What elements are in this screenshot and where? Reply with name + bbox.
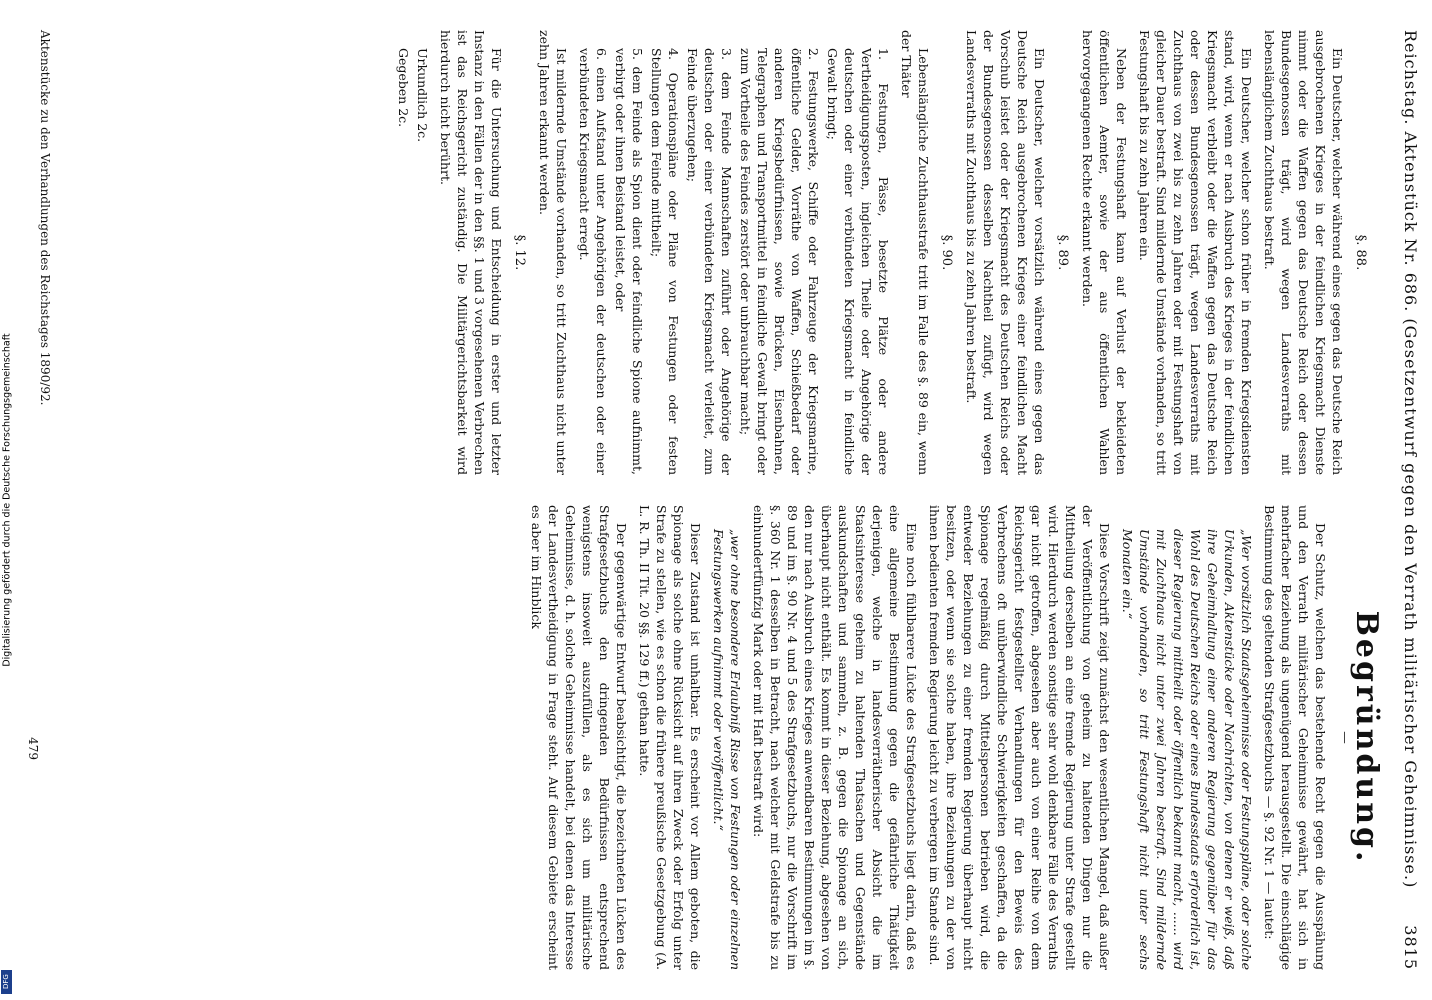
closing-line-1: Urkundlich 2c. bbox=[415, 48, 430, 143]
list-item: 3. dem Feinde Mannschaften zuführt oder Angehörige der deutschen oder einer verbündeten Kriegsmacht verleitet, zum Feinde überzugehen; bbox=[685, 48, 734, 475]
main-heading: Begründung. bbox=[1349, 610, 1384, 865]
section-88-para-2: Ein Deutscher, welcher schon früher in fremden Kriegsdiensten stand, wird, wenn er nach Ausbruch des Krieges in der feindlichen Kriegsmacht verbleibt oder die Waffen gegen das Deutsche Reich oder dessen Bundesgenossen trägt, wegen Landesverraths mit Zuchthaus von zwei bis zu zehn Jahren oder mit Festungshaft von gleicher Dauer bestraft. Sind mildernde Umstände vorhanden, so tritt Festungshaft bis zu zehn Jahren ein. bbox=[1137, 30, 1254, 475]
digitization-notice: Digitalisierung gefördert durch die Deutsche Forschungsgemeinschaft bbox=[1, 333, 13, 667]
section-89-title: §. 89. bbox=[1055, 234, 1070, 271]
section-12-para-1: Für die Untersuchung und Entscheidung in erster und letzter Instanz in den Fällen der in den §§. 1 und 3 vorgesehenen Verbrechen ist das Reichsgericht zuständig. Die Militärgerichtsbarkeit wird hierdurch nicht berührt. bbox=[438, 30, 504, 475]
running-head bbox=[1392, 30, 1420, 970]
section-88-para-1: Ein Deutscher, welcher während eines gegen das Deutsche Reich ausgebrochenen Krieges in der feindlichen Kriegsmacht Dienste nimmt oder die Waffen gegen das Deutsche Reich oder dessen Bundesgenossen trägt, wird wegen Landesverraths mit lebenslänglichem Zuchthaus bestraft. bbox=[1262, 30, 1345, 475]
quoted-statute-2: „wer ohne besondere Erlaubniß Risse von Festungen oder einzelnen Festungswerken aufnimmt oder veröffentlicht.“ bbox=[711, 529, 743, 970]
heading-separator: — bbox=[1338, 731, 1353, 744]
section-90-intro: Lebenslängliche Zuchthausstrafe tritt im Falle des §. 89 ein, wenn der Thäter bbox=[899, 30, 931, 475]
section-89-para-1: Ein Deutscher, welcher vorsätzlich während eines gegen das Deutsche Reich ausgebrochenen Krieges einer feindlichen Macht Vorschub leistet oder der Kriegsmacht des Deutschen Reichs oder der Bundesgenossen desselben Nachtheil zufügt, wird wegen Landesverraths mit Zuchthaus bis zu zehn Jahren bestraft. bbox=[964, 30, 1047, 475]
rationale-para-4: Dieser Zustand ist unhaltbar. Es erscheint vor Allem geboten, die Spionage als solche ohne Rücksicht auf ihren Zweck oder Erfolg unter Strafe zu stellen, wie es schon die frühere preußische Gesetzgebung (A. L. R. Th. II Tit. 20 §§. 129 ff.) gethan hatte. bbox=[637, 505, 703, 970]
section-12-title: §. 12. bbox=[512, 234, 527, 271]
dfg-logo-icon: DFG bbox=[1, 970, 12, 994]
page-number: 479 bbox=[26, 737, 40, 760]
closing-line-2: Gegeben 2c. bbox=[396, 48, 411, 128]
list-item: 5. dem Feinde als Spion dient oder feindliche Spione aufnimmt, verbirgt oder ihnen Beistand leistet, oder bbox=[613, 48, 645, 475]
section-90-para-2: Ist mildernde Umstände vorhanden, so tritt Zuchthaus nicht unter zehn Jahren erkannt werden. bbox=[537, 30, 569, 475]
rationale-para-5: Der gegenwärtige Entwurf beabsichtigt, die bezeichneten Lücken des Strafgesetzbuchs den dringenden Bedürfnissen entsprechend wenigstens insoweit auszufüllen, als es sich um militärische Geheimnisse, d. h. solche Geheimnisse handelt, bei denen das Interesse der Landesvertheidigung in Frage steht. Auf diesem Gebiete erscheint es aber im Hinblick bbox=[529, 505, 629, 970]
section-88-title: §. 88. bbox=[1353, 234, 1368, 271]
footer-note: Aktenstücke zu den Verhandlungen des Reichstages 1890/92. bbox=[38, 30, 52, 406]
rationale-para-2: Diese Vorschrift zeigt zunächst den wesentlichen Mangel, daß außer der Veröffentlichung von geheim zu haltenden Dingen nur die Mittheilung derselben an eine fremde Regierung unter Strafe gestellt wird. Hierdurch werden sonstige sehr wohl denkbare Fälle des Verraths gar nicht getroffen, abgesehen aber auch von einer Reihe von dem Reichsgericht festgestellter Verhandlungen für den Beweis des Verbrechens oft unüberwindliche Schwierigkeiten geschaffen, da die Spionage regelmäßig durch Mittelspersonen betrieben wird, die entweder Beziehungen zu einer fremden Regierung überhaupt nicht besitzen, oder wenn sie solche haben, ihre Beziehungen zu der von ihnen bedienten fremden Regierung leicht zu verbergen im Stande sind. bbox=[927, 505, 1112, 970]
list-item: 4. Operationspläne oder Pläne von Festungen oder festen Stellungen dem Feinde mittheilt; bbox=[649, 48, 681, 475]
section-90-title: §. 90. bbox=[939, 234, 954, 271]
list-item: 1. Festungen, Pässe, besetzte Plätze oder andere Vertheidigungsposten, ingleichen Theile oder Angehörige der deutschen oder einer verbündeten Kriegsmacht in feindliche Gewalt bringt; bbox=[825, 48, 891, 475]
list-item: 2. Festungswerke, Schiffe oder Fahrzeuge der Kriegsmarine, öffentliche Gelder, Vorräthe von Waffen, Schießbedarf oder anderen Kriegsbedürfnissen, sowie Brücken, Eisenbahnen, Telegraphen und Transportmittel in feindliche Gewalt bringt oder zum Vortheile des Feindes zerstört oder unbrauchbar macht; bbox=[738, 48, 821, 475]
running-head-title: Reichstag. Aktenstück Nr. 686. (Gesetzentwurf gegen den Verrath militärischer Geheimnisse.) bbox=[1401, 30, 1420, 889]
right-column bbox=[522, 505, 1384, 970]
quoted-statute: „Wer vorsätzlich Staatsgeheimnisse oder Festungspläne, oder solche Urkunden, Aktenstücke oder Nachrichten, von denen er weiß, daß ihre Geheimhaltung einer anderen Regierung gegenüber für das Wohl des Deutschen Reichs oder eines Bundesstaats erforderlich ist, dieser Regierung mittheilt oder öffentlich bekannt macht, ...... wird mit Zuchthaus nicht unter zwei Jahren bestraft. Sind mildernde Umstände vorhanden, so tritt Festungshaft nicht unter sechs Monaten ein.“ bbox=[1120, 529, 1254, 970]
list-item: 6. einen Aufstand unter Angehörigen der deutschen oder einer verbündeten Kriegsmacht erregt. bbox=[577, 48, 609, 475]
running-head-page-no: 3815 bbox=[1401, 925, 1420, 970]
rationale-para-1: Der Schutz, welchen das bestehende Recht gegen die Ausspähung und den Verrath militärischer Geheimnisse gewährt, hat sich in mehrfacher Beziehung als ungenügend herausgestellt. Die einschlägige Bestimmung des geltenden Strafgesetzbuchs — §. 92 Nr. 1 — lautet: bbox=[1262, 505, 1328, 970]
section-88-para-3: Neben der Festungshaft kann auf Verlust der bekleideten öffentlichen Aemter, sowie der aus öffentlichen Wahlen hervorgegangenen Rechte erkannt werden. bbox=[1080, 30, 1129, 475]
section-90-list bbox=[576, 30, 892, 475]
left-column bbox=[393, 30, 1377, 475]
rationale-para-3: Eine noch fühlbarere Lücke des Strafgesetzbuchs liegt darin, daß es eine allgemeine Bestimmung gegen die gefährliche Thätigkeit derjenigen, welche in landesverrätherischer Absicht die im Staatsinteresse geheim zu haltenden Thatsachen und Gegenstände auskundschaften und sammeln, z. B. gegen die Spionage an sich, überhaupt nicht enthält. Es kommt in dieser Beziehung, abgesehen von den nur nach Ausbruch eines Krieges anwendbaren Bestimmungen im §. 89 und im §. 90 Nr. 4 und 5 des Strafgesetzbuchs, nur die Vorschrift im §. 360 Nr. 1 desselben in Betracht, nach welcher mit Geldstrafe bis zu einhundertfünfzig Mark oder mit Haft bestraft wird: bbox=[751, 505, 919, 970]
